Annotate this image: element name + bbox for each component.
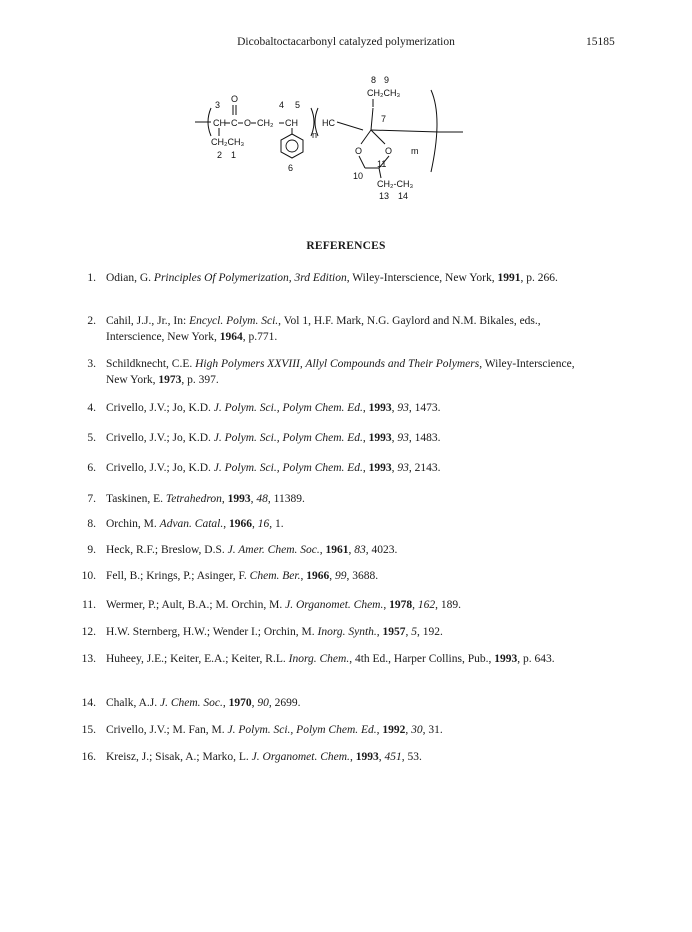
reference-text-segment: 1992: [382, 724, 406, 736]
reference-text: [106, 356, 576, 388]
bracket-m-close: [431, 90, 437, 172]
ring-bond-3: [359, 156, 365, 168]
reference-text-segment: ,: [378, 751, 385, 763]
reference-text-segment: 1993: [368, 432, 392, 444]
reference-text-segment: 1964: [219, 331, 243, 343]
ring-bond-2: [371, 130, 385, 144]
reference-text-segment: J. Organomet. Chem.: [251, 751, 350, 763]
reference-text-segment: Principles Of Polymerization, 3rd Edition: [153, 272, 347, 284]
reference-text-segment: , p.771.: [242, 331, 278, 343]
reference-text-segment: J. Polym. Sci., Polym Chem. Ed.: [213, 432, 363, 444]
reference-text-segment: , 192.: [417, 626, 443, 638]
atom-number-10: 10: [353, 171, 364, 181]
reference-text-segment: , 2699.: [268, 697, 301, 709]
reference-text-segment: Fell, B.; Krings, P.; Asinger, F.: [106, 570, 250, 582]
reference-number: 7.: [87, 493, 96, 505]
reference-text-segment: ,: [221, 493, 228, 505]
reference-text-segment: J. Polym. Sci., Polym Chem. Ed.: [213, 462, 363, 474]
reference-text-segment: 5: [411, 626, 418, 638]
reference-text-segment: , 2143.: [408, 462, 441, 474]
reference-number: 9.: [87, 544, 96, 556]
reference-text-segment: , 3688.: [346, 570, 379, 582]
reference-text-segment: ,: [300, 570, 307, 582]
reference-text-segment: 1993: [368, 402, 392, 414]
reference-text: [106, 749, 576, 765]
reference-text-segment: 93: [397, 402, 409, 414]
reference-text-segment: ,: [362, 402, 369, 414]
reference-text-segment: 83: [354, 544, 366, 556]
reference-text-segment: 1991: [497, 272, 521, 284]
reference-text-segment: , Wiley-Interscience, New York,: [346, 272, 498, 284]
reference-text-segment: , 189.: [435, 599, 461, 611]
reference-text: [106, 542, 576, 558]
reference-text-segment: , Vol 1, H.F. Mark, N.G. Gaylord and N.M. Bikales, eds., Interscience, New York,: [106, 315, 541, 343]
reference-text-segment: Crivello, J.V.; Jo, K.D.: [106, 462, 214, 474]
reference-number: 8.: [87, 518, 96, 530]
reference-number: 3.: [87, 358, 96, 370]
reference-text-segment: Taskinen, E.: [106, 493, 166, 505]
reference-text-segment: ,: [362, 432, 369, 444]
atom-number-6: 6: [288, 163, 294, 173]
reference-text: [106, 651, 576, 667]
reference-text-segment: ,: [319, 544, 326, 556]
atom-number-4: 4: [279, 100, 285, 110]
phenyl-ring: [281, 134, 303, 158]
reference-text-segment: Chalk, A.J.: [106, 697, 160, 709]
reference-number: 6.: [87, 462, 96, 474]
reference-text-segment: ,: [391, 462, 398, 474]
reference-text-segment: Schildknecht, C.E.: [106, 358, 196, 370]
reference-text-segment: , 31.: [422, 724, 443, 736]
reference-text-segment: , Wiley-Interscience, New York,: [106, 358, 575, 386]
ch-benzyl: CH: [285, 118, 298, 128]
atom-number-2: 2: [217, 150, 223, 160]
atom-number-9: 9: [384, 75, 390, 85]
reference-text-segment: 1957: [382, 626, 406, 638]
reference-text-segment: ,: [391, 432, 398, 444]
reference-text-segment: 1973: [158, 374, 182, 386]
reference-text-segment: Crivello, J.V.; Jo, K.D.: [106, 402, 214, 414]
reference-text-segment: Kreisz, J.; Sisak, A.; Marko, L.: [106, 751, 252, 763]
reference-text-segment: 1978: [389, 599, 413, 611]
reference-number: 5.: [87, 432, 96, 444]
reference-text-segment: 90: [257, 697, 269, 709]
ethyl-bottom: CH₂-CH₃: [377, 179, 414, 189]
reference-text: [106, 491, 576, 507]
reference-text-segment: 1966: [229, 518, 252, 530]
reference-text-segment: 1993: [494, 653, 518, 665]
references-heading: REFERENCES: [306, 240, 386, 252]
bond-ethyl-bottom: [379, 168, 381, 178]
ethyl-top: CH₂CH₃: [367, 88, 401, 98]
reference-text-segment: H.W. Sternberg, H.W.; Wender I.; Orchin, M.: [106, 626, 318, 638]
atom-number-11: 11: [377, 159, 387, 169]
reference-text-segment: , p. 266.: [520, 272, 558, 284]
reference-text-segment: , 1483.: [408, 432, 441, 444]
phenyl-aromatic-circle: [286, 140, 298, 152]
subscript-n: n: [312, 130, 318, 140]
reference-text: [106, 624, 576, 640]
reference-text-segment: , 53.: [401, 751, 422, 763]
reference-text-segment: 1993: [227, 493, 251, 505]
reference-text-segment: ,: [250, 493, 257, 505]
reference-number: 16.: [81, 751, 96, 763]
reference-text-segment: 16: [257, 518, 270, 530]
reference-text-segment: ,: [222, 697, 229, 709]
reference-text-segment: J. Chem. Soc.: [160, 697, 223, 709]
reference-text-segment: ,: [383, 599, 390, 611]
atom-number-1: 1: [231, 150, 237, 160]
reference-text-segment: J. Polym. Sci., Polym Chem. Ed.: [227, 724, 377, 736]
reference-text-segment: ,: [348, 544, 355, 556]
reference-text-segment: J. Organomet. Chem.: [285, 599, 384, 611]
reference-text-segment: High Polymers XXVIII, Allyl Compounds and Their Polymers: [195, 358, 480, 370]
reference-number: 11.: [82, 599, 96, 611]
atom-number-3: 3: [215, 100, 221, 110]
reference-text-segment: Cahil, J.J., Jr., In:: [106, 315, 190, 327]
ch-group: CH: [213, 118, 226, 128]
reference-text-segment: 1993: [355, 751, 379, 763]
reference-text-segment: Encycl. Polym. Sci.: [189, 315, 279, 327]
reference-text-segment: Heck, R.F.; Breslow, D.S.: [106, 544, 228, 556]
reference-text-segment: 162: [417, 599, 436, 611]
ring-bond-1: [361, 130, 371, 144]
reference-text-segment: 93: [397, 432, 409, 444]
reference-text-segment: Orchin, M.: [106, 518, 160, 530]
ring-oxygen-2: O: [385, 146, 393, 156]
bond-hc-c: [337, 122, 363, 130]
reference-text-segment: ,: [329, 570, 335, 582]
reference-text-segment: Crivello, J.V.; M. Fan, M.: [106, 724, 228, 736]
reference-number: 12.: [81, 626, 96, 638]
c-group: C: [231, 118, 238, 128]
reference-number: 4.: [87, 402, 96, 414]
reference-text-segment: Advan. Catal.: [159, 518, 224, 530]
reference-text-segment: Crivello, J.V.; Jo, K.D.: [106, 432, 214, 444]
reference-text: [106, 695, 576, 711]
reference-text-segment: Huheey, J.E.; Keiter, E.A.; Keiter, R.L.: [106, 653, 289, 665]
reference-text-segment: 1970: [228, 697, 252, 709]
reference-text-segment: ,: [223, 518, 229, 530]
reference-text: [106, 430, 576, 446]
o-link: O: [244, 118, 252, 128]
reference-text-segment: ,: [412, 599, 418, 611]
reference-text-segment: , 4th Ed., Harper Collins, Pub.,: [349, 653, 495, 665]
reference-text-segment: Chem. Ber.: [249, 570, 301, 582]
reference-text: [106, 270, 576, 286]
reference-text-segment: , 4023.: [365, 544, 398, 556]
reference-text-segment: ,: [405, 724, 412, 736]
atom-number-13: 13: [379, 191, 390, 201]
reference-text-segment: 1966: [306, 570, 330, 582]
reference-text-segment: ,: [391, 402, 398, 414]
reference-text: [106, 400, 576, 416]
reference-number: 14.: [81, 697, 96, 709]
reference-text: [106, 568, 576, 584]
reference-text-segment: 1993: [368, 462, 392, 474]
reference-number: 15.: [81, 724, 96, 736]
reference-text-segment: Inorg. Synth.: [317, 626, 377, 638]
atom-number-14: 14: [398, 191, 409, 201]
running-title: Dicobaltoctacarbonyl catalyzed polymerization: [237, 36, 455, 48]
reference-text-segment: ,: [376, 724, 383, 736]
ethyl-left: CH₂CH₃: [211, 137, 245, 147]
atom-number-7: 7: [381, 114, 387, 124]
reference-text-segment: ,: [362, 462, 369, 474]
reference-text-segment: Inorg. Chem.: [288, 653, 350, 665]
ch2-group: CH₂: [257, 118, 274, 128]
reference-text: [106, 516, 576, 532]
reference-text-segment: , 1.: [269, 518, 284, 530]
reference-text-segment: J. Polym. Sci., Polym Chem. Ed.: [213, 402, 363, 414]
subscript-m: m: [411, 146, 419, 156]
reference-text-segment: ,: [376, 626, 383, 638]
reference-text-segment: ,: [405, 626, 412, 638]
reference-text: [106, 460, 576, 476]
reference-text: [106, 313, 576, 345]
polymer-structure: [195, 72, 465, 207]
reference-text-segment: 1961: [325, 544, 349, 556]
reference-text-segment: ,: [251, 697, 258, 709]
reference-text: [106, 597, 576, 613]
reference-text-segment: , 1473.: [408, 402, 441, 414]
reference-text-segment: , p. 643.: [517, 653, 555, 665]
reference-text-segment: , 11389.: [267, 493, 305, 505]
reference-text-segment: J. Amer. Chem. Soc.: [227, 544, 320, 556]
ring-oxygen-1: O: [355, 146, 363, 156]
reference-text-segment: 30: [411, 724, 423, 736]
reference-text-segment: 48: [256, 493, 268, 505]
bond-c-top: [371, 108, 373, 130]
reference-text-segment: Odian, G.: [106, 272, 154, 284]
atom-number-5: 5: [295, 100, 301, 110]
reference-text-segment: ,: [349, 751, 356, 763]
reference-text: [106, 722, 576, 738]
reference-text-segment: 93: [397, 462, 409, 474]
reference-text-segment: 451: [384, 751, 402, 763]
reference-number: 2.: [87, 315, 96, 327]
hc-group: HC: [322, 118, 335, 128]
reference-text-segment: ,: [252, 518, 258, 530]
reference-text-segment: 99: [334, 570, 347, 582]
reference-text-segment: , p. 397.: [181, 374, 219, 386]
reference-number: 1.: [87, 272, 96, 284]
carbonyl-oxygen: O: [231, 94, 239, 104]
page-number: 15185: [586, 36, 615, 48]
reference-text-segment: Wermer, P.; Ault, B.A.; M. Orchin, M.: [106, 599, 286, 611]
atom-number-8: 8: [371, 75, 377, 85]
reference-text-segment: Tetrahedron: [165, 493, 222, 505]
reference-number: 13.: [81, 653, 96, 665]
bond-c-right: [371, 130, 439, 132]
reference-number: 10.: [81, 570, 96, 582]
